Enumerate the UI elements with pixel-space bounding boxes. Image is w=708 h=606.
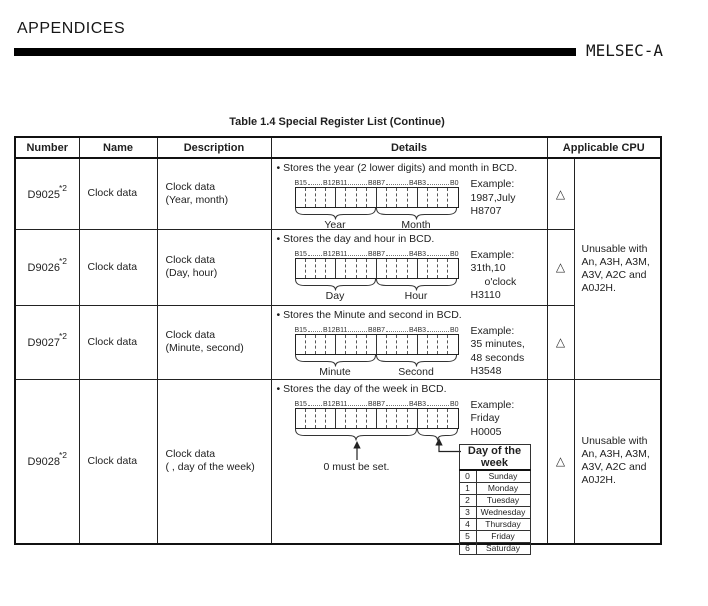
example-text [471, 325, 525, 379]
bit-cell [326, 259, 336, 278]
details-cell [271, 305, 547, 379]
column-header-details: Details [271, 137, 547, 158]
day-number: 5 [459, 530, 476, 542]
cpu-note-line: An, A3H, A3M, [581, 448, 650, 461]
bit-cell [306, 188, 316, 207]
cpu-note-line: Unusable with [581, 242, 648, 255]
bit-cell [408, 335, 418, 354]
example-line: H0005 [470, 425, 502, 438]
bit-cell [387, 188, 397, 207]
bit-label-segment: B11 B8 [335, 250, 377, 258]
example-text [471, 249, 517, 303]
register-name: Clock data [79, 229, 157, 305]
bit-cell [316, 188, 326, 207]
bit-label-segment: B11 B8 [335, 400, 377, 408]
zero-note: 0 must be set. [323, 460, 390, 473]
example-line: Example: [470, 398, 515, 411]
divider-bar [14, 48, 576, 56]
details-bullet: • Stores the Minute and second in BCD. [276, 308, 462, 321]
bit-cell [367, 259, 377, 278]
bit-cell [387, 259, 397, 278]
day-table-row [459, 506, 530, 518]
day-number: 1 [459, 482, 476, 494]
bit-label-segment: B15 B12 [294, 180, 336, 187]
day-table-row [459, 542, 530, 554]
bit-cell [326, 409, 336, 428]
bit-cell [336, 259, 346, 278]
example-text [471, 178, 516, 219]
footnote-mark: *2 [58, 450, 67, 461]
bit-cell [418, 259, 428, 278]
day-name: Wednesday [476, 506, 530, 518]
bit-label-segment: B15 B12 [294, 250, 336, 258]
register-description: Clock data (Minute, second) [157, 305, 271, 379]
details-cell [271, 379, 547, 553]
bit-register-box [295, 408, 459, 429]
day-number: 0 [459, 470, 476, 483]
day-table-row [459, 470, 530, 483]
day-of-week-table [459, 444, 531, 555]
group-label: Year [324, 219, 346, 231]
day-table-row [459, 518, 530, 530]
bit-cell [418, 188, 428, 207]
bit-cell [316, 259, 326, 278]
register-name: Clock data [79, 305, 157, 379]
table-row [15, 305, 661, 379]
bit-cell [438, 188, 448, 207]
example-line: 35 minutes, [470, 338, 525, 350]
example-line: H8707 [470, 205, 502, 217]
bit-cell [397, 259, 407, 278]
footnote-mark: *2 [58, 182, 67, 193]
bit-label-segment: B3 B0 [417, 250, 459, 258]
example-line: 31th,10 [470, 262, 506, 274]
bit-cell [306, 335, 316, 354]
day-name: Friday [476, 530, 530, 542]
special-register-table [14, 136, 662, 553]
group-labels [295, 290, 457, 302]
bit-cell [367, 188, 377, 207]
bit-cell [357, 335, 367, 354]
elbow-arrow-icon [434, 438, 461, 454]
register-number: D9026$^{*2}$ [15, 229, 79, 305]
example-line: 48 seconds [470, 351, 525, 364]
bit-cell [296, 188, 306, 207]
bit-label-segment: B7 B4 [376, 326, 418, 334]
bit-cell [408, 259, 418, 278]
day-table-body [459, 470, 530, 555]
bit-cell [346, 188, 356, 207]
brand-logo: MELSEC-A [586, 41, 664, 60]
group-label: Day [325, 289, 345, 302]
bit-cell [296, 259, 306, 278]
bit-cell [428, 335, 438, 354]
bit-cell [397, 335, 407, 354]
bit-cell [377, 409, 387, 428]
bit-cell [367, 409, 377, 428]
bit-label-segment: B11 B8 [335, 180, 377, 187]
up-arrow-icon [352, 441, 362, 460]
bit-labels [295, 399, 459, 408]
bit-cell [448, 335, 457, 354]
example-line: Friday [470, 412, 500, 424]
day-number: 2 [459, 494, 476, 506]
bit-cell [438, 335, 448, 354]
details-bullet: • Stores the day of the week in BCD. [276, 382, 447, 395]
cpu-applicability-mark: △ [547, 305, 574, 379]
details-cell [271, 229, 547, 305]
bit-cell [367, 335, 377, 354]
bit-cell [377, 188, 387, 207]
bit-label-segment: B7 B4 [376, 400, 418, 408]
cpu-note-cell [574, 158, 661, 379]
bit-cell [418, 409, 428, 428]
bit-label-segment: B15 B12 [294, 400, 336, 408]
bit-cell [448, 409, 457, 428]
register-description: Clock data (Day, hour) [157, 229, 271, 305]
cpu-note-line: A0J2H. [581, 281, 616, 294]
bit-cell [357, 188, 367, 207]
bit-cell [336, 188, 346, 207]
bit-cell [357, 259, 367, 278]
bit-label-segment: B11 B8 [335, 326, 377, 334]
bit-cell [346, 335, 356, 354]
bit-cell [336, 409, 346, 428]
column-header-number: Number [15, 137, 79, 158]
example-line: Example: [470, 248, 515, 261]
bit-labels [295, 325, 459, 334]
bit-cell [306, 409, 316, 428]
bit-cell [397, 409, 407, 428]
bit-register-box [295, 258, 459, 279]
cpu-note-line: An, A3H, A3M, [581, 255, 650, 268]
footnote-mark: *2 [58, 331, 67, 341]
column-header-description: Description [157, 137, 271, 158]
bit-register-box [295, 187, 459, 208]
cpu-note [575, 435, 661, 487]
cpu-note-line: Unusable with [581, 435, 648, 448]
bit-cell [326, 335, 336, 354]
day-name: Tuesday [476, 494, 530, 506]
bit-label-segment: B3 B0 [417, 326, 459, 334]
cpu-note [575, 243, 661, 295]
bit-cell [428, 409, 438, 428]
bit-cell [346, 259, 356, 278]
bit-cell [336, 335, 346, 354]
register-name: Clock data [79, 158, 157, 229]
group-label: Minute [319, 365, 351, 378]
details-bullet: • Stores the day and hour in BCD. [276, 232, 435, 245]
bit-cell [397, 188, 407, 207]
bit-cell [357, 409, 367, 428]
footnote-mark: *2 [58, 256, 67, 266]
day-table-row [459, 494, 530, 506]
group-label: Second [398, 365, 434, 378]
example-line: Example: [470, 324, 515, 337]
bit-cell [377, 335, 387, 354]
bit-cell [428, 259, 438, 278]
bit-cell [428, 188, 438, 207]
table-row [15, 229, 661, 305]
bit-register-box [295, 334, 459, 355]
example-line: Example: [470, 178, 515, 190]
example-text [471, 399, 515, 440]
bit-cell [316, 409, 326, 428]
day-name: Monday [476, 482, 530, 494]
day-number: 6 [459, 542, 476, 554]
bit-cell [296, 335, 306, 354]
details-bullet: • Stores the year (2 lower digits) and month in BCD. [276, 162, 518, 174]
table-row [15, 158, 661, 229]
register-number: D9025$^{*2}$ [15, 158, 79, 229]
day-table-row [459, 530, 530, 542]
example-line: o'clock [484, 275, 517, 288]
page-title: APPENDICES [17, 20, 126, 37]
day-table-header: Day of the week [459, 444, 530, 470]
day-name: Sunday [476, 470, 530, 483]
bit-cell [438, 259, 448, 278]
group-labels [295, 366, 457, 378]
table-header-row [15, 137, 661, 158]
day-table-row [459, 482, 530, 494]
bit-cell [316, 335, 326, 354]
bit-labels [295, 249, 459, 258]
bit-cell [377, 259, 387, 278]
group-label: Hour [404, 289, 428, 302]
table-row [15, 379, 661, 544]
bit-label-segment: B15 B12 [294, 326, 336, 334]
group-label: Month [401, 219, 431, 231]
cpu-applicability-mark: △ [547, 158, 574, 229]
bit-label-segment: B3 B0 [417, 400, 459, 408]
register-number: D9027$^{*2}$ [15, 305, 79, 379]
cpu-note-cell [574, 379, 661, 544]
day-number: 4 [459, 518, 476, 530]
bit-label-segment: B7 B4 [376, 250, 418, 258]
bit-label-segment: B7 B4 [376, 180, 418, 187]
bit-cell [387, 409, 397, 428]
day-name: Saturday [476, 542, 530, 554]
bit-cell [326, 188, 336, 207]
bit-label-segment: B3 B0 [417, 180, 459, 187]
bit-cell [418, 335, 428, 354]
bit-cell [408, 188, 418, 207]
bit-cell [448, 188, 457, 207]
cpu-note-line: A0J2H. [581, 474, 616, 487]
register-number: D9028$^{*2}$ [15, 379, 79, 544]
cpu-applicability-mark: △ [547, 379, 574, 544]
bit-cell [306, 259, 316, 278]
bit-cell [296, 409, 306, 428]
bit-cell [448, 259, 457, 278]
bit-cell [408, 409, 418, 428]
day-name: Thursday [476, 518, 530, 530]
column-header-name: Name [79, 137, 157, 158]
bit-cell [346, 409, 356, 428]
register-description: Clock data (Year, month) [157, 158, 271, 229]
bit-cell [438, 409, 448, 428]
example-line: 1987,July [470, 191, 516, 204]
register-name: Clock data [79, 379, 157, 544]
details-cell [271, 158, 547, 229]
cpu-applicability-mark: △ [547, 229, 574, 305]
cpu-note-line: A3V, A2C and [581, 461, 647, 474]
cpu-note-line: A3V, A2C and [581, 268, 647, 281]
day-number: 3 [459, 506, 476, 518]
underbrace-icon [295, 429, 417, 441]
example-line: H3110 [470, 289, 501, 301]
example-line: H3548 [470, 365, 502, 377]
register-description: Clock data ( , day of the week) [157, 379, 271, 544]
table-caption: Table 1.4 Special Register List (Continue) [229, 116, 445, 128]
bit-labels [295, 178, 459, 187]
column-header-applicable-cpu: Applicable CPU [547, 137, 661, 158]
bit-cell [387, 335, 397, 354]
